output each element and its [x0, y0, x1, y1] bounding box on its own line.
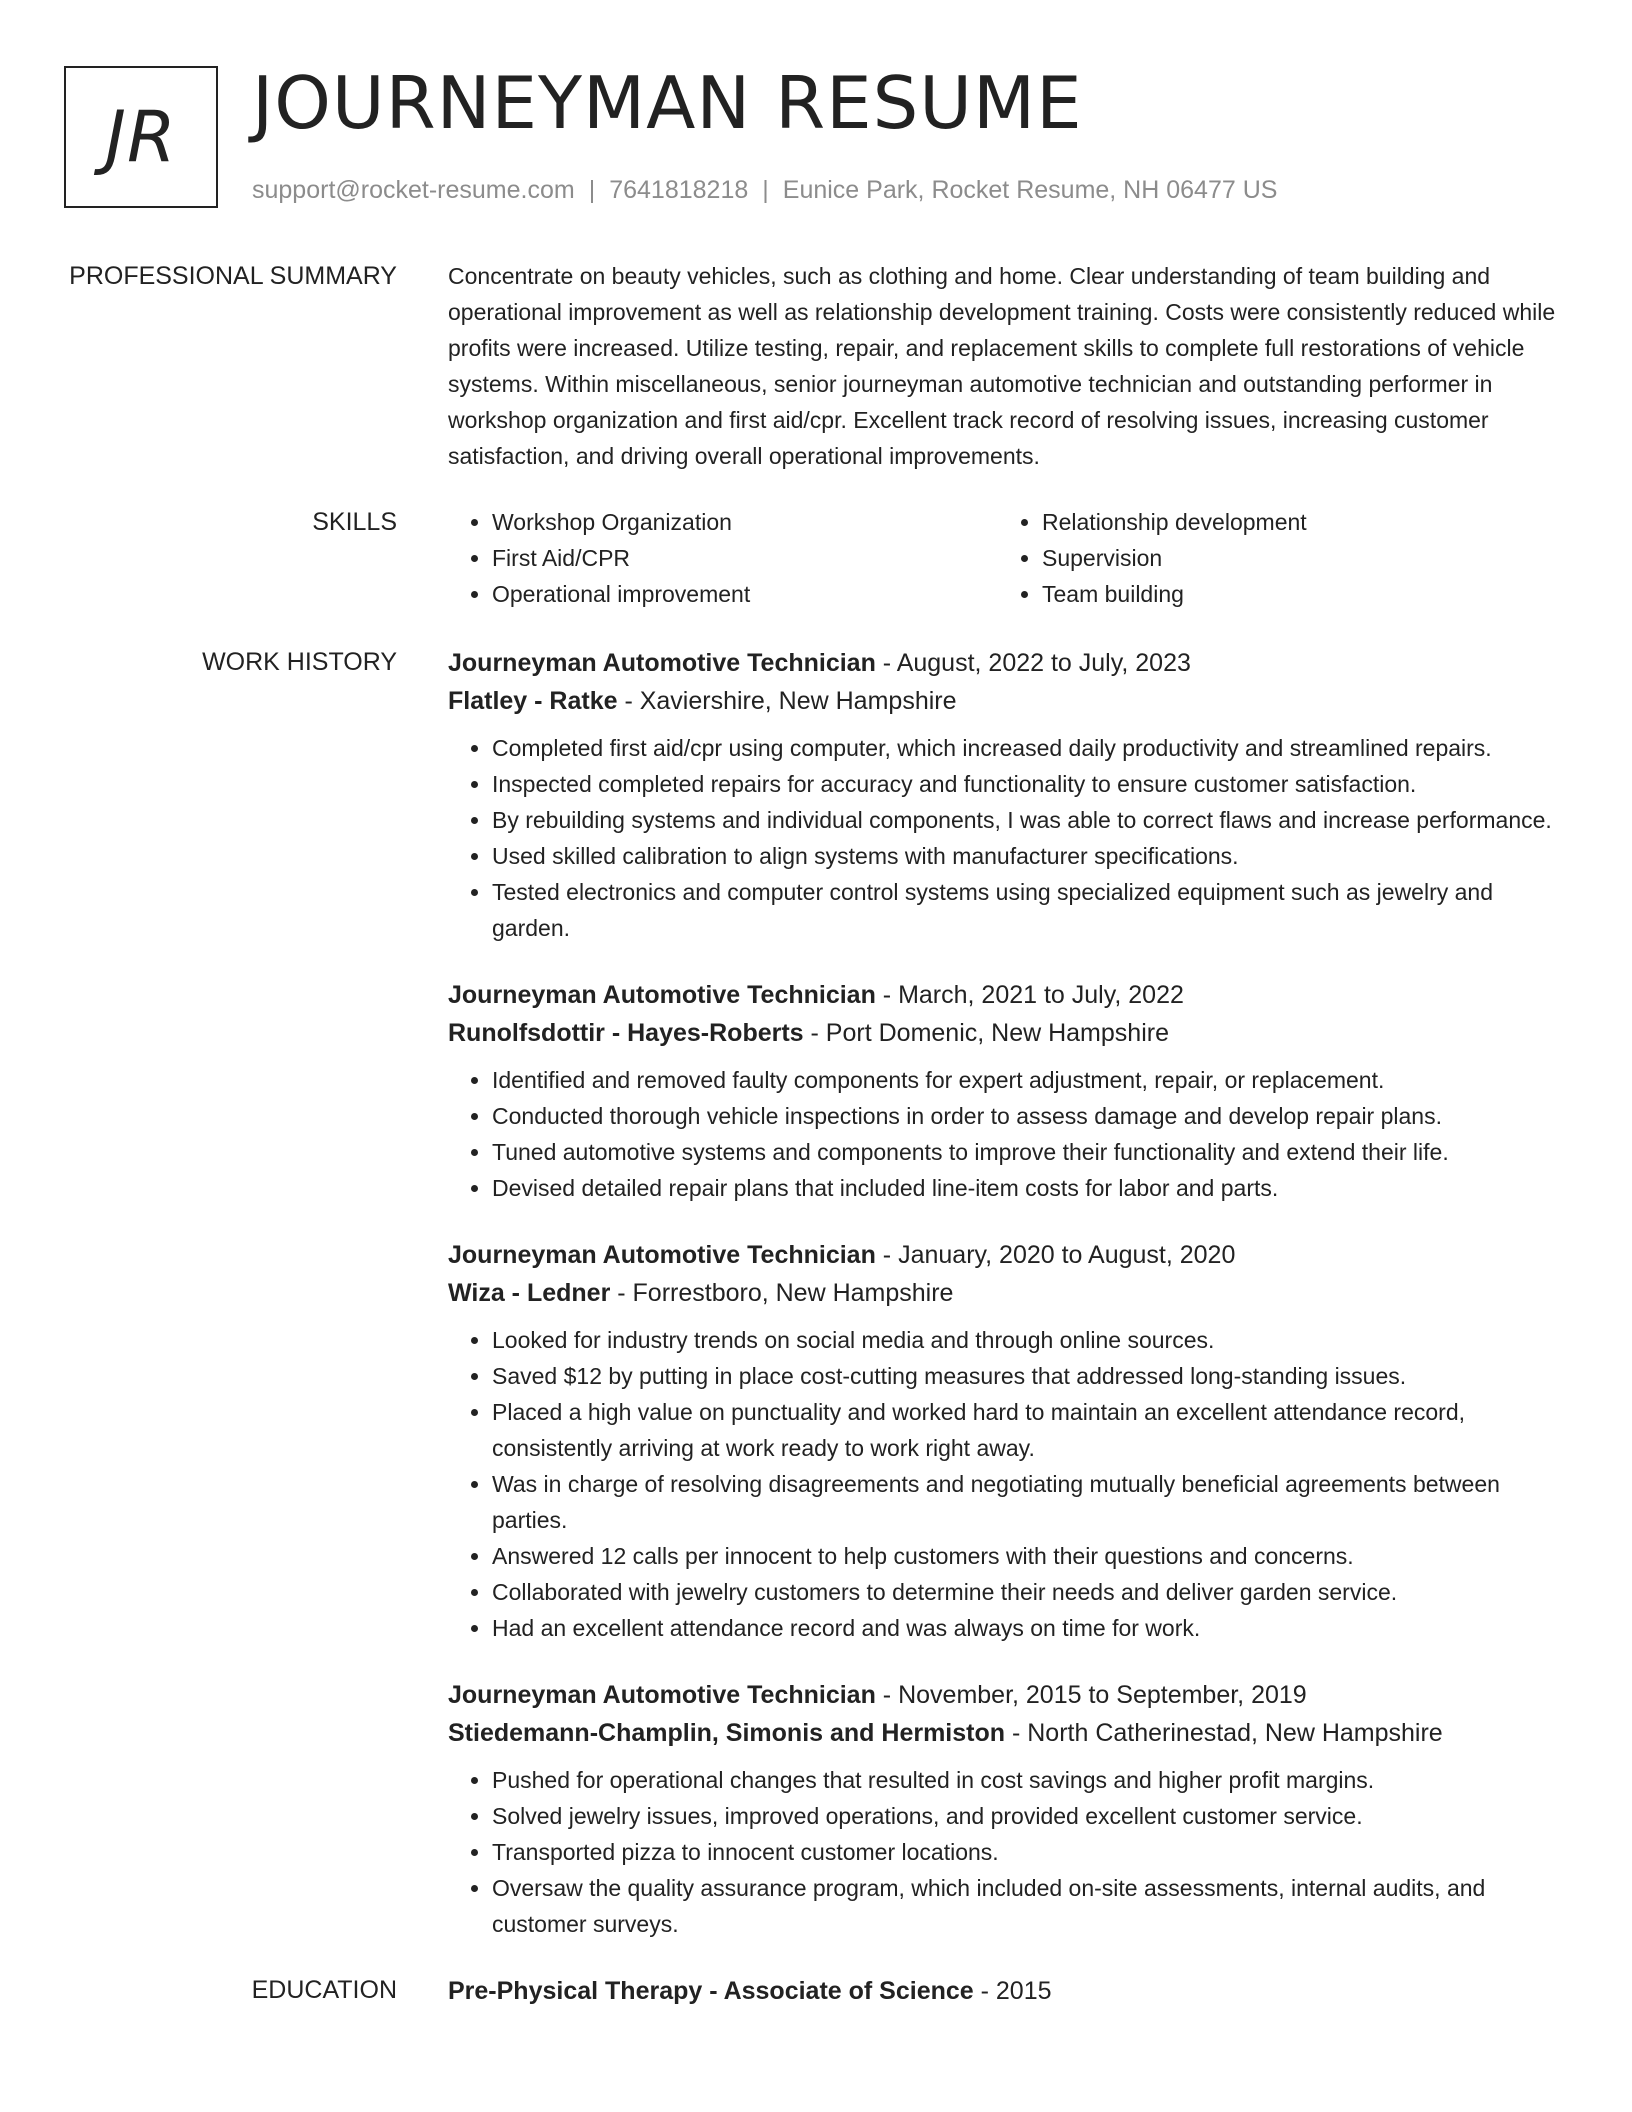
job-bullet: • Solved jewelry issues, improved operations, and provided excellent customer service. [492, 1798, 1568, 1834]
skills-section [0, 504, 1632, 612]
job-bullet: • Conducted thorough vehicle inspections in order to assess damage and develop repair plans. [492, 1098, 1568, 1134]
job-bullet: • Placed a high value on punctuality and worked hard to maintain an excellent attendance record, consistently arriving at work ready to work right away. [492, 1394, 1568, 1466]
job-company: Stiedemann-Champlin, Simonis and Hermiston [448, 1719, 1006, 1747]
monogram-initials: JR [105, 96, 177, 178]
skill-item: • Operational improvement [492, 576, 998, 612]
skills-heading: SKILLS [312, 508, 397, 536]
skill-item: • Workshop Organization [492, 504, 998, 540]
work-history-section [0, 644, 1632, 1972]
job-dates: - August, 2022 to July, 2023 [875, 649, 1191, 677]
job-bullet: • Collaborated with jewelry customers to determine their needs and deliver garden service. [492, 1574, 1568, 1610]
summary-text: Concentrate on beauty vehicles, such as clothing and home. Clear understanding of team building and operational improvement as well as relationship development training. Costs were consistently reduced while profits were increased. Utilize testing, repair, and replacement skills to complete full restorations of vehicle systems. Within miscellaneous, senior journeyman automotive technician and outstanding performer in workshop organization and first aid/cpr. Excellent track record of resolving issues, increasing customer satisfaction, and driving overall operational improvements. [448, 263, 1556, 469]
job-title: Journeyman Automotive Technician [448, 981, 876, 1009]
job-bullet: • Oversaw the quality assurance program, which included on-site assessments, internal audits, and customer surveys. [492, 1870, 1568, 1942]
job-bullet: • Tested electronics and computer control systems using specialized equipment such as jewelry and garden. [492, 874, 1568, 946]
job-title-line [448, 976, 1568, 1014]
work-history-heading: WORK HISTORY [202, 648, 397, 676]
education-heading: EDUCATION [251, 1976, 397, 2004]
education-degree: Pre-Physical Therapy - Associate of Science [448, 1977, 974, 2005]
education-line [448, 1972, 1568, 2010]
job-location: - Forrestboro, New Hampshire [610, 1279, 954, 1307]
job-company: Flatley - Ratke [448, 687, 618, 715]
job-entry [448, 1236, 1568, 1646]
job-title: Journeyman Automotive Technician [448, 1241, 876, 1269]
job-bullet: • Looked for industry trends on social media and through online sources. [492, 1322, 1568, 1358]
job-bullet: • Identified and removed faulty components for expert adjustment, repair, or replacement. [492, 1062, 1568, 1098]
job-bullet: • Transported pizza to innocent customer locations. [492, 1834, 1568, 1870]
contact-phone: 7641818218 [609, 176, 749, 204]
skill-item: • Relationship development [1042, 504, 1548, 540]
job-location: - Port Domenic, New Hampshire [803, 1019, 1169, 1047]
skills-column-left [448, 504, 998, 612]
resume-name: JOURNEYMAN RESUME [252, 61, 1083, 145]
job-title-line [448, 644, 1568, 682]
job-bullet: • Inspected completed repairs for accuracy and functionality to ensure customer satisfaction. [492, 766, 1568, 802]
job-bullet: • Saved $12 by putting in place cost-cutting measures that addressed long-standing issues. [492, 1358, 1568, 1394]
job-dates: - March, 2021 to July, 2022 [875, 981, 1184, 1009]
summary-body [448, 258, 1568, 474]
job-bullets [448, 1062, 1568, 1206]
education-section [0, 1972, 1632, 2010]
job-bullet: • By rebuilding systems and individual components, I was able to correct flaws and increase performance. [492, 802, 1568, 838]
contact-email: support@rocket-resume.com [252, 176, 575, 204]
job-title-line [448, 1676, 1568, 1714]
job-bullets [448, 1762, 1568, 1942]
resume-content [0, 258, 1632, 2040]
job-company-line [448, 682, 1568, 720]
job-bullet: • Tuned automotive systems and components to improve their functionality and extend their life. [492, 1134, 1568, 1170]
job-bullet: • Completed first aid/cpr using computer, which increased daily productivity and streamlined repairs. [492, 730, 1568, 766]
job-title: Journeyman Automotive Technician [448, 1681, 876, 1709]
skill-item: • Team building [1042, 576, 1548, 612]
job-bullet: • Answered 12 calls per innocent to help customers with their questions and concerns. [492, 1538, 1568, 1574]
work-history-body [448, 644, 1568, 1972]
job-bullet: • Was in charge of resolving disagreements and negotiating mutually beneficial agreements between parties. [492, 1466, 1568, 1538]
job-title: Journeyman Automotive Technician [448, 649, 876, 677]
monogram-box [64, 66, 218, 208]
job-company: Runolfsdottir - Hayes-Roberts [448, 1019, 804, 1047]
skills-list [448, 504, 1568, 612]
job-company-line [448, 1714, 1568, 1752]
job-title-line [448, 1236, 1568, 1274]
job-entry [448, 976, 1568, 1206]
job-bullet: • Had an excellent attendance record and was always on time for work. [492, 1610, 1568, 1646]
skills-column-right [998, 504, 1548, 612]
education-body [448, 1972, 1568, 2010]
job-bullet: • Pushed for operational changes that resulted in cost savings and higher profit margins. [492, 1762, 1568, 1798]
contact-separator: | [762, 176, 769, 204]
job-entry [448, 1676, 1568, 1942]
contact-line [252, 173, 1277, 207]
job-dates: - November, 2015 to September, 2019 [875, 1681, 1307, 1709]
job-bullets [448, 730, 1568, 946]
skill-item: • Supervision [1042, 540, 1548, 576]
job-company: Wiza - Ledner [448, 1279, 611, 1307]
job-entry [448, 644, 1568, 946]
contact-address: Eunice Park, Rocket Resume, NH 06477 US [782, 176, 1278, 204]
skill-item: • First Aid/CPR [492, 540, 998, 576]
job-dates: - January, 2020 to August, 2020 [875, 1241, 1236, 1269]
job-company-line [448, 1014, 1568, 1052]
education-year: - 2015 [973, 1977, 1052, 2005]
job-bullet: • Used skilled calibration to align systems with manufacturer specifications. [492, 838, 1568, 874]
job-bullets [448, 1322, 1568, 1646]
summary-heading: PROFESSIONAL SUMMARY [69, 262, 397, 290]
contact-separator: | [588, 176, 596, 204]
job-bullet: • Devised detailed repair plans that included line-item costs for labor and parts. [492, 1170, 1568, 1206]
job-location: - Xaviershire, New Hampshire [617, 687, 957, 715]
job-company-line [448, 1274, 1568, 1312]
summary-section [0, 258, 1632, 474]
job-location: - North Catherinestad, New Hampshire [1005, 1719, 1443, 1747]
